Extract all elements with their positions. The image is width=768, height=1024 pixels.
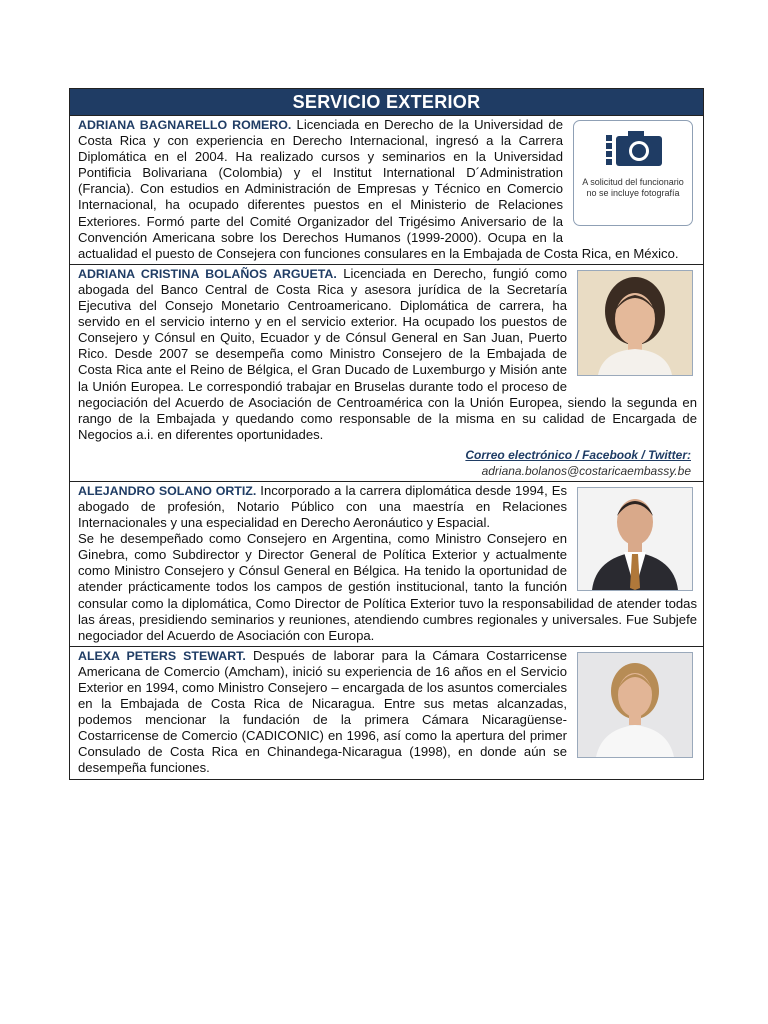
portrait-man-image	[578, 488, 692, 590]
profile-name: ALEJANDRO SOLANO ORTIZ.	[78, 483, 257, 498]
portrait-woman-image	[578, 653, 692, 757]
portrait-photo	[577, 487, 693, 591]
profile-name: ADRIANA BAGNARELLO ROMERO.	[78, 118, 292, 132]
profile-body: Licenciada en Derecho, fungió como abogada del Banco Central de Costa Rica y asesora jurídica de la Secretaría Ejecutiva del Consejo Monetario Centroamericano. Diplomática de carrera, ha servido en el servicio interno y en el servicio exterior. Ha ocupado los puestos de Consejero y Cónsul en Quito, Ecuador y de Cónsul General en San Juan, Puerto Rico. Desde 2007 se desempeña como Ministro Consejero de la Embajada de Costa Rica ante el Reino de Bélgica, el Gran Ducado de Luxemburgo y Misión ante la Unión Europea. Le correspondió trabajar en Bruselas durante todo el proceso de negociación del Acuerdo de Asociación de Centroamérica con la Unión Europea, siendo la segunda en rango de la Embajada y quedando como responsable de la misma en su calidad de Encargada de Negocios a.i. en diferentes oportunidades.	[78, 265, 697, 442]
profile-body: Licenciada en Derecho de la Universidad de Costa Rica y con experiencia en Derecho Internacional, ingresó a la Carrera Diplomática en el 2004. Ha realizado cursos y seminarios en la Universidad Pontificia Bolivariana (Colombia) y el Institut International D´Administration (Francia). Con estudios en Administración de Empresas y Técnico en Comercio Internacional, ha ocupado diferentes puestos en el Ministerio de Relaciones Exteriores. Formó parte del Comité Organizador del Trigésimo Aniversario de la Convención Americana sobre los Derechos Humanos (1999-2000). Ocupa en la actualidad el puesto de Consejera con funciones consulares en la Embajada de Costa Rica, en México.	[78, 117, 679, 261]
profile-body-1: Incorporado a la carrera diplomática desde 1994, Es abogado de profesión, Notario Público con una maestría en Relaciones Internacionales y una especialidad en Derecho Aeronáutico y Espacial.	[78, 482, 567, 531]
contact-block	[78, 447, 697, 479]
contact-label: Correo electrónico / Facebook / Twitter:	[465, 447, 691, 462]
profile-body: Después de laborar para la Cámara Costarricense Americana de Comercio (Amcham), inició su experiencia de 16 años en el Servicio Exterior en 1994, como Ministro Consejero – encargada de los asuntos comerciales en la Embajada de Costa Rica de Nicaragua. Entre sus metas alcanzadas, podemos mencionar la fundación de la primera Cámara Nicaragüense-Costarricense de Comercio (CADICONIC) en 1996, así como la apertura del primer Consulado de Costa Rica en Chinandega-Nicaragua (1998), en donde aún se desempeña funciones.	[78, 647, 567, 776]
portrait-photo	[577, 270, 693, 376]
profile-name: ALEXA PETERS STEWART.	[78, 648, 246, 663]
profile-entry	[70, 481, 703, 646]
page-title: SERVICIO EXTERIOR	[70, 89, 703, 116]
camera-icon	[606, 131, 664, 167]
portrait-woman-image	[578, 271, 692, 375]
photo-placeholder	[573, 120, 693, 226]
photo-placeholder-note: A solicitud del funcionario no se incluye fotografía	[582, 177, 684, 198]
profile-entry	[70, 264, 703, 481]
contact-email: adriana.bolanos@costaricaembassy.be	[481, 463, 691, 478]
servicio-exterior-sheet	[69, 88, 704, 780]
profile-entry	[70, 646, 703, 779]
portrait-photo	[577, 652, 693, 758]
profile-entry	[70, 116, 703, 264]
profile-name: ADRIANA CRISTINA BOLAÑOS ARGUETA.	[78, 266, 337, 281]
profile-text-2: Se he desempeñado como Consejero en Argentina, como Ministro Consejero en Ginebra, como Subdirector y Director General de Política Exterior y actualmente como Ministro Consejero y Cónsul General en Bélgica. Ha tenido la oportunidad de atender prácticamente todos los campos de gestión institucional, tanto la función consular como la diplomática, Como Director de Política Exterior tuvo la responsabilidad de atender todas las áreas, presidiendo seminarios y reuniones, atendiendo cumbres regionales y universales. Fue Subjefe negociador del Acuerdo de Asociación con Europa.	[78, 531, 697, 643]
